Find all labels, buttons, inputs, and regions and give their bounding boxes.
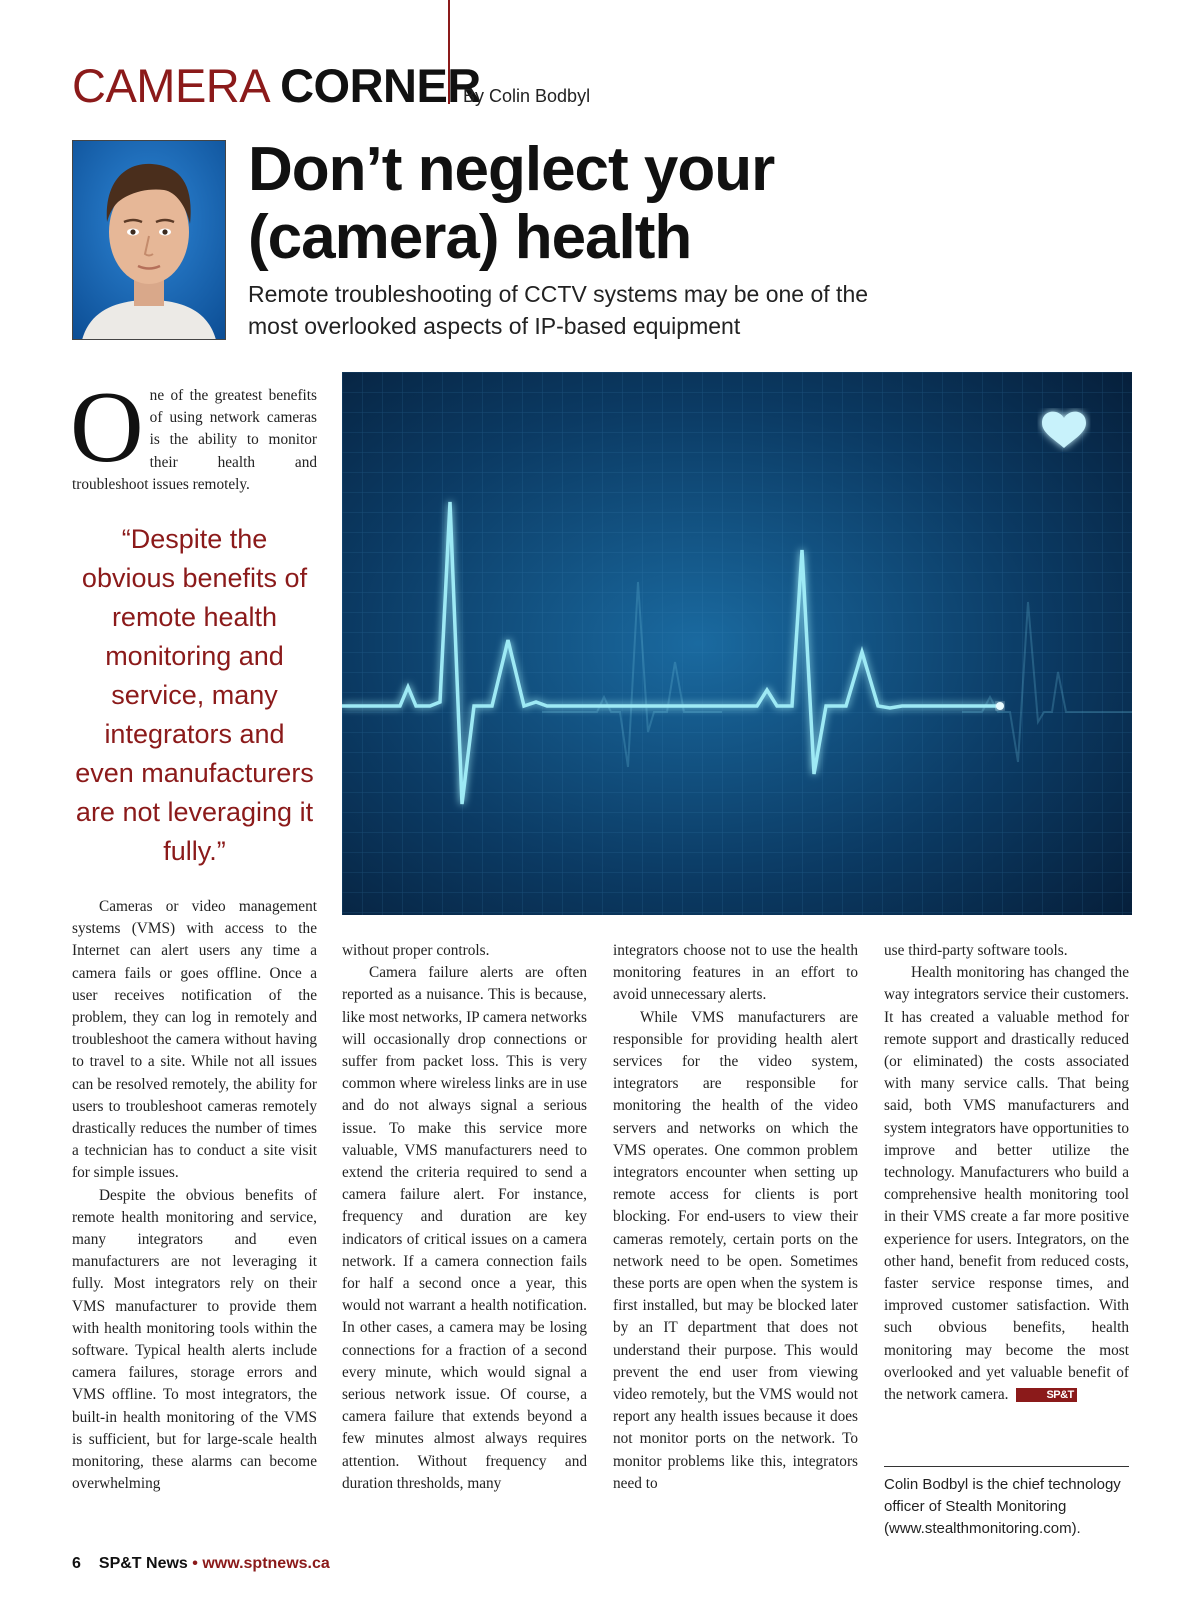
department-title <box>72 58 481 114</box>
body-paragraph: Cameras or video management systems (VMS) with access to the Internet can alert users any time a camera fails or goes offline. Once a user receives notification of the problem, they can log in remotely and troubleshoot the camera without having to travel to a site. While not all issues can be resolved remotely, the ability for users to troubleshoot cameras remotely drastically reduces the number of times a technician has to conduct a site visit for simple issues. <box>72 898 317 1182</box>
body-paragraph: Despite the obvious benefits of remote health monitoring and service, many integrators and even manufacturers are not leveraging it fully. Most integrators rely on their VMS manufacturer to provide them with health monitoring tools within the software. Typical health alerts include camera failures, storage errors and VMS offline. To most integrators, the built-in health monitoring of the VMS is sufficient, but for large-scale health monitoring, these alarms can become overwhelming <box>72 1186 317 1493</box>
author-portrait <box>72 140 226 340</box>
footer-separator: • <box>192 1555 198 1572</box>
intro-paragraph: ne of the greatest benefits of using network cameras is the ability to monitor their health and troubleshoot issues remotely. <box>72 387 317 493</box>
publication-name: SP&T News <box>98 1555 188 1572</box>
author-bio: Colin Bodbyl is the chief technology officer of Stealth Monitoring (www.stealthmonitoring.com). <box>884 1476 1121 1537</box>
bio-divider <box>884 1466 1129 1467</box>
drop-cap: O <box>70 371 144 484</box>
article-title-line-1: Don’t neglect your <box>248 135 775 204</box>
body-paragraph: without proper controls. <box>342 942 490 959</box>
body-column-2 <box>342 940 587 1495</box>
article-deck: Remote troubleshooting of CCTV systems may be one of the most overlooked aspects of IP-based equipment <box>248 281 869 339</box>
body-paragraph: Camera failure alerts are often reported as a nuisance. This is because, like most networks, IP camera networks will occasionally drop connections or suffer from packet loss. This is very common where wireless links are in use and do not always signal a serious issue. To make this service more valuable, VMS manufacturers need to extend the criteria required to send a camera failure alert. For instance, frequency and duration are key indicators of critical issues on a camera network. If a camera connection fails for half a second once a year, this would not warrant a health notification. In other cases, a camera may be losing connections for a fraction of a second every minute, which would signal a serious network issue. Of course, a camera failure that extends beyond a few minutes almost always requires attention. Without frequency and duration thresholds, many <box>342 964 587 1492</box>
page-footer <box>72 1555 330 1573</box>
body-column-1 <box>72 896 317 1495</box>
body-column-4 <box>884 940 1129 1406</box>
body-paragraph: integrators choose not to use the health monitoring features in an effort to avoid unnecessary alerts. <box>613 942 858 1004</box>
body-column-3 <box>613 940 858 1495</box>
publication-url[interactable]: www.sptnews.ca <box>202 1555 330 1572</box>
final-paragraph-text: Health monitoring has changed the way integrators service their customers. It has created a valuable method for remote support and drastically reduced (or eliminated) the costs associated with many service calls. That being said, both VMS manufacturers and system integrators have opportunities to improve and better utilize the technology. Manufacturers who build a comprehensive health monitoring tool in their VMS create a far more positive experience for users. Integrators, on the other hand, benefit from reduced costs, faster service response times, and improved customer satisfaction. With such obvious benefits, health monitoring may become the most overlooked and yet valuable benefit of the network camera. <box>884 964 1129 1404</box>
body-paragraph <box>884 962 1129 1406</box>
article-intro <box>70 371 317 496</box>
end-mark-logo: SP&T <box>1016 1388 1076 1402</box>
byline: By Colin Bodbyl <box>463 86 591 106</box>
body-paragraph: use third-party software tools. <box>884 942 1068 959</box>
body-paragraph: While VMS manufacturers are responsible for providing health alert services for the video system, integrators are responsible for monitoring the health of the video servers and networks on which the VMS operates. One common problem integrators encounter when setting up remote access for clients is port blocking. For end-users to view their cameras remotely, certain ports on the network need to be open. Sometimes these ports are open when the system is first installed, but may be blocked later by an IT department that does not understand their purpose. This would prevent the end user from viewing video remotely, but the VMS would not report any health issues because it does not monitor ports on the network. To monitor problems like this, integrators need to <box>613 1008 858 1492</box>
page-number: 6 <box>72 1555 81 1572</box>
heartbeat-monitor-image <box>342 372 1132 915</box>
pull-quote: “Despite the obvious benefits of remote health monitoring and service, many integrators and even manufacturers are not leveraging it fully.” <box>75 524 314 866</box>
article-title <box>248 136 948 272</box>
department-word-corner: CORNER <box>280 59 481 112</box>
article-title-line-2: (camera) health <box>248 203 692 272</box>
department-word-camera: CAMERA <box>72 59 268 112</box>
